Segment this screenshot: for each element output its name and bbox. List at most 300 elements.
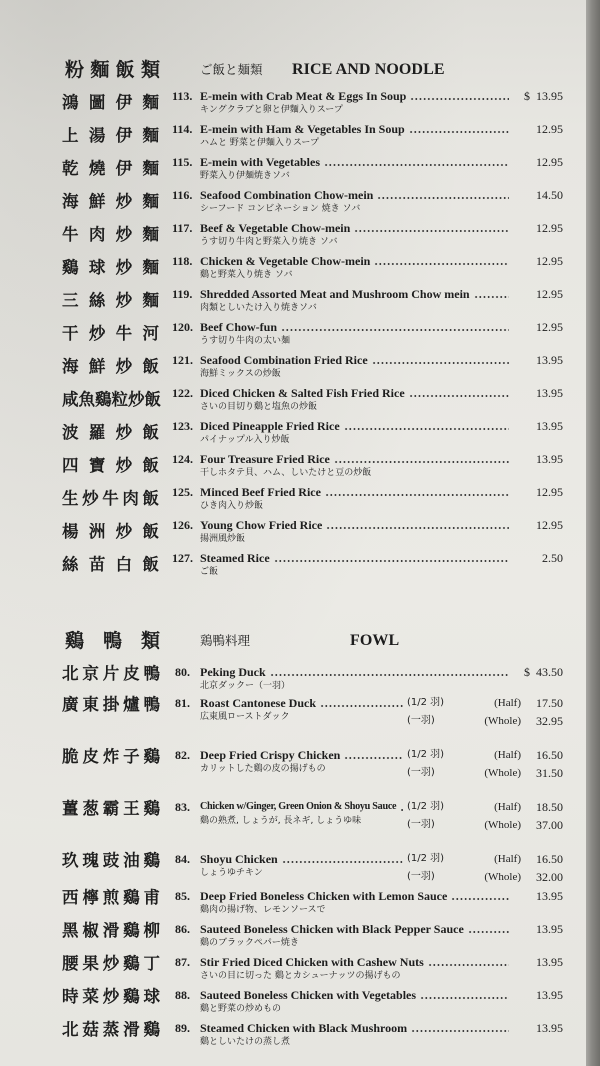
menu-item [0,849,586,886]
item-price [515,955,563,969]
item-chinese-name: 生炒牛肉飯 [62,489,159,508]
price-amount: 12.95 [536,122,563,136]
menu-item [0,284,586,317]
portion-japanese: (1/2 羽) [407,749,445,760]
item-sub-line [200,566,563,578]
item-english-name: E-mein with Ham & Vegetables In Soup [200,122,405,136]
item-main-line [200,353,563,367]
portion-english: (Whole) [484,715,521,727]
dot-leader [344,428,509,430]
price-amount: 43.50 [536,665,563,679]
item-japanese-name: 揚洲風炒飯 [200,534,246,544]
rice-and-noodle-item-list [0,86,586,581]
item-english-name: Diced Pineapple Fried Rice [200,419,340,433]
item-details [200,922,563,949]
menu-item [0,251,586,284]
item-english-name: Four Treasure Fried Rice [200,452,330,466]
price-amount: 13.95 [536,353,563,367]
item-chinese-name: 腰果炒鷄丁 [62,954,160,973]
item-japanese-name: 鷄と野菜入り焼き ソバ [200,270,293,280]
item-japanese-name: さいの目に切った 鷄とカシューナッツの揚げもの [200,971,401,981]
price-amount: 2.50 [542,551,563,565]
item-japanese-name: 鷄のブラックペパー焼き [200,938,299,948]
item-main-line [200,800,563,814]
currency-symbol: $ [524,89,530,103]
item-japanese-name: しょうゆチキン [200,868,263,878]
item-price [515,89,563,103]
item-main-line [200,551,563,565]
item-sub-line [200,904,563,916]
item-price: 32.95 [536,714,563,728]
price-amount: 13.95 [536,89,563,103]
item-price: 18.50 [536,800,563,814]
item-price: 16.50 [536,852,563,866]
portion-japanese: (一羽) [407,819,435,830]
item-japanese-name: 広東風ローストダック [200,712,290,722]
dot-leader [282,861,403,863]
item-price [515,386,563,400]
portion-japanese: (1/2 羽) [407,853,445,864]
item-japanese-name: うす切り牛肉と野菜入り焼き ソバ [200,237,338,247]
portion-english: (Half) [494,801,521,813]
item-english-name: Steamed Chicken with Black Mushroom [200,1021,408,1035]
item-chinese-name: 波羅炒飯 [62,423,159,442]
portion-english: (Half) [494,697,521,709]
item-details [200,748,563,779]
item-details [200,221,563,248]
price-amount: 13.95 [536,386,563,400]
item-english-name: Minced Beef Fried Rice [200,485,321,499]
menu-item [0,919,586,952]
menu-item [0,350,586,383]
price-amount: 12.95 [536,320,563,334]
price-amount: 13.95 [536,1021,563,1035]
menu-item [0,548,586,581]
dot-leader [354,230,509,232]
item-price [515,254,563,268]
menu-item [0,482,586,515]
section-title-japanese: 鶏鴨料理 [200,633,251,648]
item-english-name: E-mein with Vegetables [200,155,320,169]
section-title-english: RICE AND NOODLE [292,61,445,78]
item-chinese-name: 廣東掛爐鴨 [62,695,160,714]
item-number: 114. [172,122,193,136]
item-chinese-name: 薑葱霸王鷄 [62,799,160,818]
dot-leader [324,164,509,166]
item-details [200,800,563,831]
dot-leader [410,98,509,100]
item-chinese-name: 西檸煎鷄甫 [62,888,160,907]
item-main-line [200,955,563,969]
portion-japanese: (一羽) [407,767,435,778]
item-price: 16.50 [536,748,563,762]
item-details [200,485,563,512]
item-number: 115. [172,155,193,169]
item-main-line [200,485,563,499]
item-main-line [200,254,563,268]
item-english-name: Beef & Vegetable Chow-mein [200,221,351,235]
item-main-line [200,419,563,433]
portion-japanese: (1/2 羽) [407,697,445,708]
portion-english: (Whole) [484,871,521,883]
item-sub-line [200,763,563,779]
menu-item [0,952,586,985]
item-main-line [200,696,563,710]
item-price [515,518,563,532]
item-japanese-name: ハムと 野菜と伊麵入りスープ [200,138,319,148]
item-sub-line [200,867,563,883]
item-japanese-name: さいの目切り鷄と塩魚の炒飯 [200,402,318,412]
item-main-line [200,89,563,103]
menu-item [0,797,586,849]
dot-leader [409,131,509,133]
item-details [200,988,563,1015]
item-chinese-name: 三絲炒麵 [62,291,159,310]
item-chinese-name: 絲苗白飯 [62,555,159,574]
dot-leader [451,898,509,900]
dot-leader [270,674,509,676]
item-sub-line [200,970,563,982]
item-english-name: Peking Duck [200,665,266,679]
item-price [515,122,563,136]
item-japanese-name: 肉類としいたけ入り焼きソバ [200,303,317,313]
item-sub-line [200,680,563,692]
item-price [515,1021,563,1035]
section-title-english: FOWL [350,632,400,649]
item-number: 127. [172,551,193,565]
item-details [200,122,563,149]
item-price [515,287,563,301]
item-japanese-name: キングクラブと卵と伊麵入りスープ [200,105,343,115]
item-japanese-name: 野菜入り伊麺焼きソバ [200,171,290,181]
price-amount: 12.95 [536,221,563,235]
item-main-line [200,665,563,679]
price-amount: 13.95 [536,955,563,969]
item-number: 116. [172,188,193,202]
menu-item [0,449,586,482]
item-number: 87. [175,955,190,969]
item-japanese-name: 鷄の熟煮, しょうが, 長ネギ, しょうゆ味 [200,816,362,826]
portion-japanese: (一羽) [407,871,435,882]
portion-english: (Half) [494,853,521,865]
item-number: 120. [172,320,193,334]
item-chinese-name: 海鮮炒飯 [62,357,159,376]
menu-item [0,185,586,218]
item-english-name: Beef Chow-fun [200,320,277,334]
item-main-line [200,188,563,202]
dot-leader [372,362,509,364]
item-number: 84. [175,852,190,866]
item-number: 119. [172,287,193,301]
item-number: 117. [172,221,193,235]
item-main-line [200,221,563,235]
item-main-line [200,155,563,169]
item-price [515,889,563,903]
menu-item [0,152,586,185]
item-english-name: E-mein with Crab Meat & Eggs In Soup [200,89,407,103]
item-english-name: Seafood Combination Chow-mein [200,188,374,202]
item-english-name: Stir Fried Diced Chicken with Cashew Nuts [200,955,424,969]
item-sub-line [200,500,563,512]
dot-leader [374,263,509,265]
item-number: 88. [175,988,190,1002]
item-main-line [200,988,563,1002]
menu-item [0,662,586,693]
item-sub-line [200,434,563,446]
item-chinese-name: 脆皮炸子鷄 [62,747,160,766]
dot-leader [428,964,509,966]
item-price [515,353,563,367]
item-sub-line [200,302,563,314]
section-title-japanese: ご飯と麺類 [200,62,263,77]
dot-leader [325,494,509,496]
currency-symbol: $ [524,665,530,679]
item-main-line [200,386,563,400]
item-price: 17.50 [536,696,563,710]
menu-item [0,886,586,919]
dot-leader [420,997,509,999]
item-japanese-name: カリットした鷄の皮の揚げもの [200,764,326,774]
item-chinese-name: 玖瑰豉油鷄 [62,851,160,870]
item-main-line [200,889,563,903]
menu-item [0,86,586,119]
item-chinese-name: 鴻圖伊麵 [62,93,159,112]
item-chinese-name: 楊洲炒飯 [62,522,159,541]
item-japanese-name: 干しホタテ貝、ハム、しいたけと豆の炒飯 [200,468,372,478]
dot-leader [326,527,509,529]
item-english-name: Chicken & Vegetable Chow-mein [200,254,371,268]
item-price [515,665,563,679]
item-sub-line [200,467,563,479]
item-chinese-name: 乾燒伊麵 [62,159,159,178]
item-main-line [200,320,563,334]
dot-leader [320,705,403,707]
section-title-chinese: 鷄鴨類 [65,630,160,652]
item-chinese-name: 上湯伊麵 [62,126,159,145]
item-details [200,155,563,182]
price-amount: 12.95 [536,287,563,301]
item-number: 122. [172,386,193,400]
item-japanese-name: ご飯 [200,567,219,577]
price-amount: 12.95 [536,155,563,169]
item-details [200,518,563,545]
section-title-chinese: 粉麵飯類 [65,59,160,81]
item-main-line [200,1021,563,1035]
dot-leader [474,296,509,298]
item-sub-line [200,104,563,116]
menu-item [0,383,586,416]
item-main-line [200,922,563,936]
item-price: 37.00 [536,818,563,832]
portion-japanese: (1/2 羽) [407,801,445,812]
item-main-line [200,452,563,466]
item-number: 125. [172,485,193,499]
portion-english: (Whole) [484,819,521,831]
item-details [200,89,563,116]
item-number: 82. [175,748,190,762]
item-sub-line [200,1003,563,1015]
item-number: 89. [175,1021,190,1035]
item-sub-line [200,815,563,831]
item-details [200,551,563,578]
item-sub-line [200,1036,563,1048]
item-details [200,419,563,446]
photo-background-edge [586,0,600,1066]
dot-leader [274,560,509,562]
section-header-fowl [0,628,586,654]
item-sub-line [200,236,563,248]
dot-leader [409,395,509,397]
item-chinese-name: 牛肉炒麵 [62,225,159,244]
item-price [515,922,563,936]
item-price [515,419,563,433]
item-details [200,188,563,215]
item-japanese-name: 鷄と野菜の炒めもの [200,1004,282,1014]
dot-leader [281,329,509,331]
item-english-name: Shredded Assorted Meat and Mushroom Chow mein [200,287,470,301]
portion-japanese: (一羽) [407,715,435,726]
item-main-line [200,518,563,532]
item-japanese-name: うす切り牛肉の太い麺 [200,336,291,346]
item-price [515,485,563,499]
menu-item [0,317,586,350]
item-japanese-name: 鷄肉の揚げ物、レモンソースで [200,905,326,915]
portion-english: (Whole) [484,767,521,779]
fowl-item-list [0,662,586,1051]
item-english-name: Sauteed Boneless Chicken with Vegetables [200,988,417,1002]
item-details [200,955,563,982]
item-main-line [200,287,563,301]
item-english-name: Seafood Combination Fried Rice [200,353,368,367]
price-amount: 13.95 [536,988,563,1002]
item-number: 85. [175,889,190,903]
menu-item [0,119,586,152]
item-sub-line [200,937,563,949]
price-amount: 13.95 [536,889,563,903]
item-price [515,988,563,1002]
item-english-name: Steamed Rice [200,551,270,565]
item-price [515,188,563,202]
dot-leader [344,757,403,759]
item-number: 124. [172,452,193,466]
price-amount: 13.95 [536,419,563,433]
item-sub-line [200,203,563,215]
item-price [515,320,563,334]
item-chinese-name: 北菇蒸滑鷄 [62,1020,160,1039]
item-chinese-name: 時菜炒鷄球 [62,987,160,1006]
section-header-rice-and-noodle [0,57,586,83]
item-details [200,889,563,916]
item-english-name: Young Chow Fried Rice [200,518,323,532]
item-japanese-name: 海鮮ミックスの炒飯 [200,369,281,379]
item-details [200,665,563,692]
item-number: 118. [172,254,193,268]
item-price [515,452,563,466]
item-sub-line [200,368,563,380]
item-number: 80. [175,665,190,679]
menu-item [0,985,586,1018]
item-japanese-name: シーフード コンビネーション 焼き ソバ [200,204,361,214]
item-sub-line [200,269,563,281]
item-japanese-name: 北京ダックー（一羽） [200,681,291,691]
item-price: 32.00 [536,870,563,884]
item-english-name: Deep Fried Crispy Chicken [200,748,341,762]
item-japanese-name: パイナップル入り炒飯 [200,435,290,445]
item-details [200,254,563,281]
item-japanese-name: 鷄としいたけの蒸し煮 [200,1037,291,1047]
dot-leader [334,461,509,463]
dot-leader [411,1030,509,1032]
item-chinese-name: 黑椒滑鷄柳 [62,921,160,940]
menu-item [0,745,586,797]
item-english-name: Chicken w/Ginger, Green Onion & Shoyu Sauce [200,801,397,812]
item-sub-line [200,401,563,413]
item-chinese-name: 北京片皮鴨 [62,664,160,683]
item-sub-line [200,137,563,149]
item-chinese-name: 四寶炒飯 [62,456,159,475]
item-chinese-name: 海鮮炒麵 [62,192,159,211]
item-number: 113. [172,89,193,103]
dot-leader [468,931,509,933]
item-details [200,353,563,380]
item-sub-line [200,533,563,545]
item-sub-line [200,335,563,347]
item-details [200,452,563,479]
item-chinese-name: 鷄球炒麵 [62,258,159,277]
item-number: 86. [175,922,190,936]
item-details [200,696,563,727]
item-price [515,221,563,235]
item-price: 31.50 [536,766,563,780]
item-details [200,320,563,347]
item-japanese-name: ひき肉入り炒飯 [200,501,264,511]
item-english-name: Shoyu Chicken [200,852,278,866]
menu-item [0,515,586,548]
item-details [200,386,563,413]
price-amount: 12.95 [536,518,563,532]
item-chinese-name: 干炒牛河 [62,324,159,343]
item-number: 81. [175,696,190,710]
item-number: 83. [175,800,190,814]
item-english-name: Roast Cantonese Duck [200,696,317,710]
item-number: 121. [172,353,193,367]
item-sub-line [200,711,563,727]
item-number: 123. [172,419,193,433]
dot-leader [400,809,403,811]
dot-leader [377,197,509,199]
item-english-name: Sauteed Boneless Chicken with Black Pepper Sauce [200,922,464,936]
price-amount: 13.95 [536,922,563,936]
item-number: 126. [172,518,193,532]
item-main-line [200,852,563,866]
item-main-line [200,748,563,762]
menu-item [0,218,586,251]
menu-item [0,416,586,449]
item-price [515,155,563,169]
menu-item [0,1018,586,1051]
item-sub-line [200,170,563,182]
item-details [200,1021,563,1048]
price-amount: 13.95 [536,452,563,466]
price-amount: 12.95 [536,254,563,268]
item-main-line [200,122,563,136]
item-details [200,852,563,883]
portion-english: (Half) [494,749,521,761]
price-amount: 14.50 [536,188,563,202]
price-amount: 12.95 [536,485,563,499]
item-english-name: Diced Chicken & Salted Fish Fried Rice [200,386,405,400]
item-price [515,551,563,565]
